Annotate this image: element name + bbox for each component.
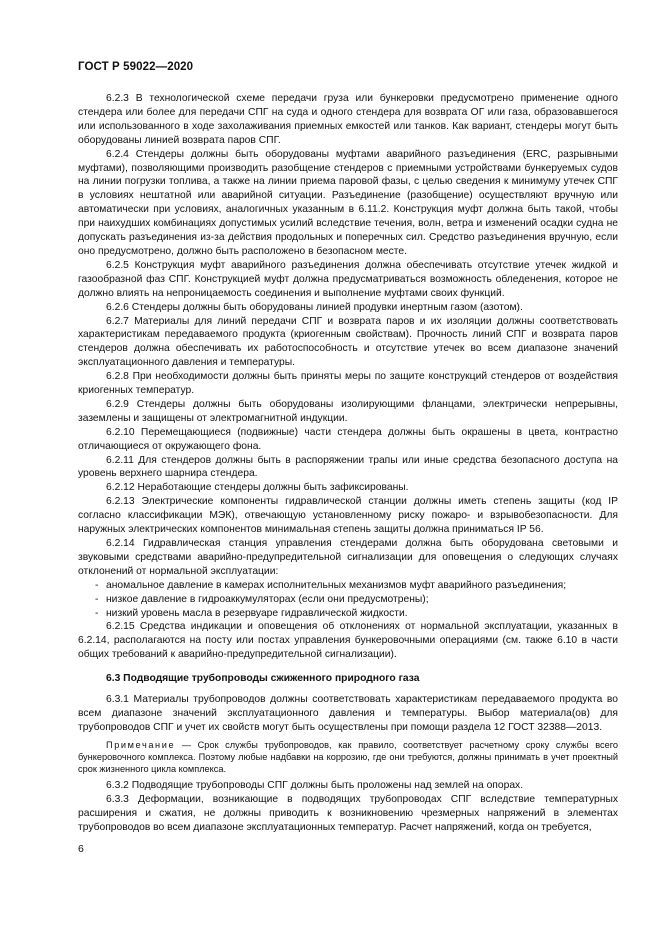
paragraph-6-2-11: 6.2.11 Для стендеров должны быть в распоряжении трапы или иные средства безопасного доступа на уровень верхнего шарнира стендера. — [78, 454, 618, 480]
paragraph-6-3-1: 6.3.1 Материалы трубопроводов должны соответствовать характеристикам передаваемого продукта во всем диапазоне значений эксплуатационного давления и температуры. Выбор материала(ов) для трубопроводов СПГ и учет их свойств могут быть осуществлены при помощи раздела 12 ГОСТ 32388—2013. — [78, 694, 618, 733]
list-item-text: низкое давление в гидроаккумуляторах (если они предусмотрены); — [106, 593, 429, 605]
list-item — [78, 579, 618, 593]
section-heading: 6.3 Подводящие трубопроводы сжиженного природного газа — [106, 673, 420, 685]
list-dash: - — [95, 593, 99, 605]
paragraph-6-2-6: 6.2.6 Стендеры должны быть оборудованы линией продувки инертным газом (азотом). — [106, 301, 523, 313]
list-dash: - — [95, 607, 99, 619]
paragraph-6-2-10: 6.2.10 Перемещающиеся (подвижные) части стендера должны быть окрашены в цвета, контрастно отличающиеся от окружающего фона. — [78, 426, 618, 452]
paragraph-6-2-12: 6.2.12 Неработающие стендеры должны быть зафиксированы. — [106, 482, 409, 494]
document-body — [78, 92, 618, 834]
paragraph-6-2-7: 6.2.7 Материалы для линий передачи СПГ и возврата паров и их изоляции должны соответствовать характеристикам передаваемого продукта (криогенным свойствам). Прочность линий СПГ и возврата паров стендеров должна обеспечивать их работоспособность и отсутствие утечек во всем диапазоне значений эксплуатационного давления и температуры. — [78, 315, 618, 369]
paragraph-6-2-14: 6.2.14 Гидравлическая станция управления стендерами должна быть оборудована световыми и звуковыми средствами аварийно-предупредительной сигнализации для оповещения о следующих случаях отклонений от нормальной эксплуатации: — [78, 538, 618, 577]
paragraph-6-2-3: 6.2.3 В технологической схеме передачи груза или бункеровки предусмотрено применение одного стендера или более для передачи СПГ на суда и одного стендера для возврата ОГ или газа, образовавшегося или использованного в ходе захолаживания приемных емкостей или танков. Как вариант, стендеры могут быть оборудованы линией возврата паров СПГ. — [78, 93, 618, 146]
list-item — [78, 607, 618, 621]
paragraph-6-2-15: 6.2.15 Средства индикации и оповещения об отклонениях от нормальной эксплуатации, указанных в 6.2.14, располагаются на посту или постах управления бункеровочными операциями (см. также 6.10 в части общих требований к аварийно-предупредительной сигнализации). — [78, 621, 618, 661]
note — [78, 739, 618, 775]
paragraph-6-2-4: 6.2.4 Стендеры должны быть оборудованы муфтами аварийного разъединения (ERC, разрывными муфтами), позволяющими производить разобщение стендеров с приемными устройствами бункеруемых судов на линии погрузки топлива, а также на линии приема паровой фазы, с целью сведения к минимуму утечек СПГ в условиях нештатной или аварийной ситуации. Разъединение (разобщение) осуществляют вручную или автоматически при условиях, аналогичных указанным в 6.11.2. Конструкция муфт должна быть такой, чтобы при наихудших комбинациях допустимых усилий вследствие течения, волн, ветра и изменений осадки судна не допускать разъединения из-за действия продольных и поперечных сил. Средство разъединения вручную, если оно предусмотрено, должно быть расположено в безопасном месте. — [78, 148, 618, 257]
page-number: 6 — [78, 843, 84, 855]
paragraph-6-2-9: 6.2.9 Стендеры должны быть оборудованы изолирующими фланцами, электрически непрерывны, заземлены и защищены от электромагнитной индукции. — [78, 398, 618, 424]
list-item — [78, 593, 618, 607]
list-item-text: аномальное давление в камерах исполнительных механизмов муфт аварийного разъединения; — [106, 579, 567, 591]
paragraph-6-3-2: 6.3.2 Подводящие трубопроводы СПГ должны быть проложены над землей на опорах. — [106, 779, 524, 791]
list-item-text: низкий уровень масла в резервуаре гидравлической жидкости. — [106, 607, 408, 619]
note-text: — Срок службы трубопроводов, как правило, соответствует расчетному сроку службы всего бункеровочного комплекса. Поэтому любые надбавки на коррозию, где они требуются, должны принимать в учет проектный срок жизненного цикла комплекса. — [78, 739, 618, 774]
paragraph-6-3-3: 6.3.3 Деформации, возникающие в подводящих трубопроводах СПГ вследствие температурных расширения и сжатия, не должны приводить к возникновению чрезмерных напряжений в элементах трубопроводов во всем диапазоне эксплуатационных температур. Расчет напряжений, когда он требуется, — [78, 793, 618, 833]
paragraph-6-2-13: 6.2.13 Электрические компоненты гидравлической станции должны иметь степень защиты (код IP согласно классификации МЭК), отвечающую установленному риску пожаро- и взрывобезопасности. Для наружных электрических компонентов минимальная степень защиты должна приниматься IP 56. — [78, 496, 618, 536]
paragraph-6-2-8: 6.2.8 При необходимости должны быть приняты меры по защите конструкций стендеров от воздействия криогенных температур. — [78, 371, 618, 397]
paragraph-6-2-5: 6.2.5 Конструкция муфт аварийного разъединения должна обеспечивать отсутствие утечек жидкой и газообразной фаз СПГ. Конструкцией муфт должна предусматриваться возможность обледенения, которое не должно влиять на непроницаемость соединения и выполнение муфтами своих функций. — [78, 259, 618, 299]
list-dash: - — [95, 579, 99, 591]
alarm-list — [78, 579, 618, 621]
note-label: Примечание — [106, 739, 176, 750]
document-header: ГОСТ Р 59022—2020 — [78, 61, 194, 73]
